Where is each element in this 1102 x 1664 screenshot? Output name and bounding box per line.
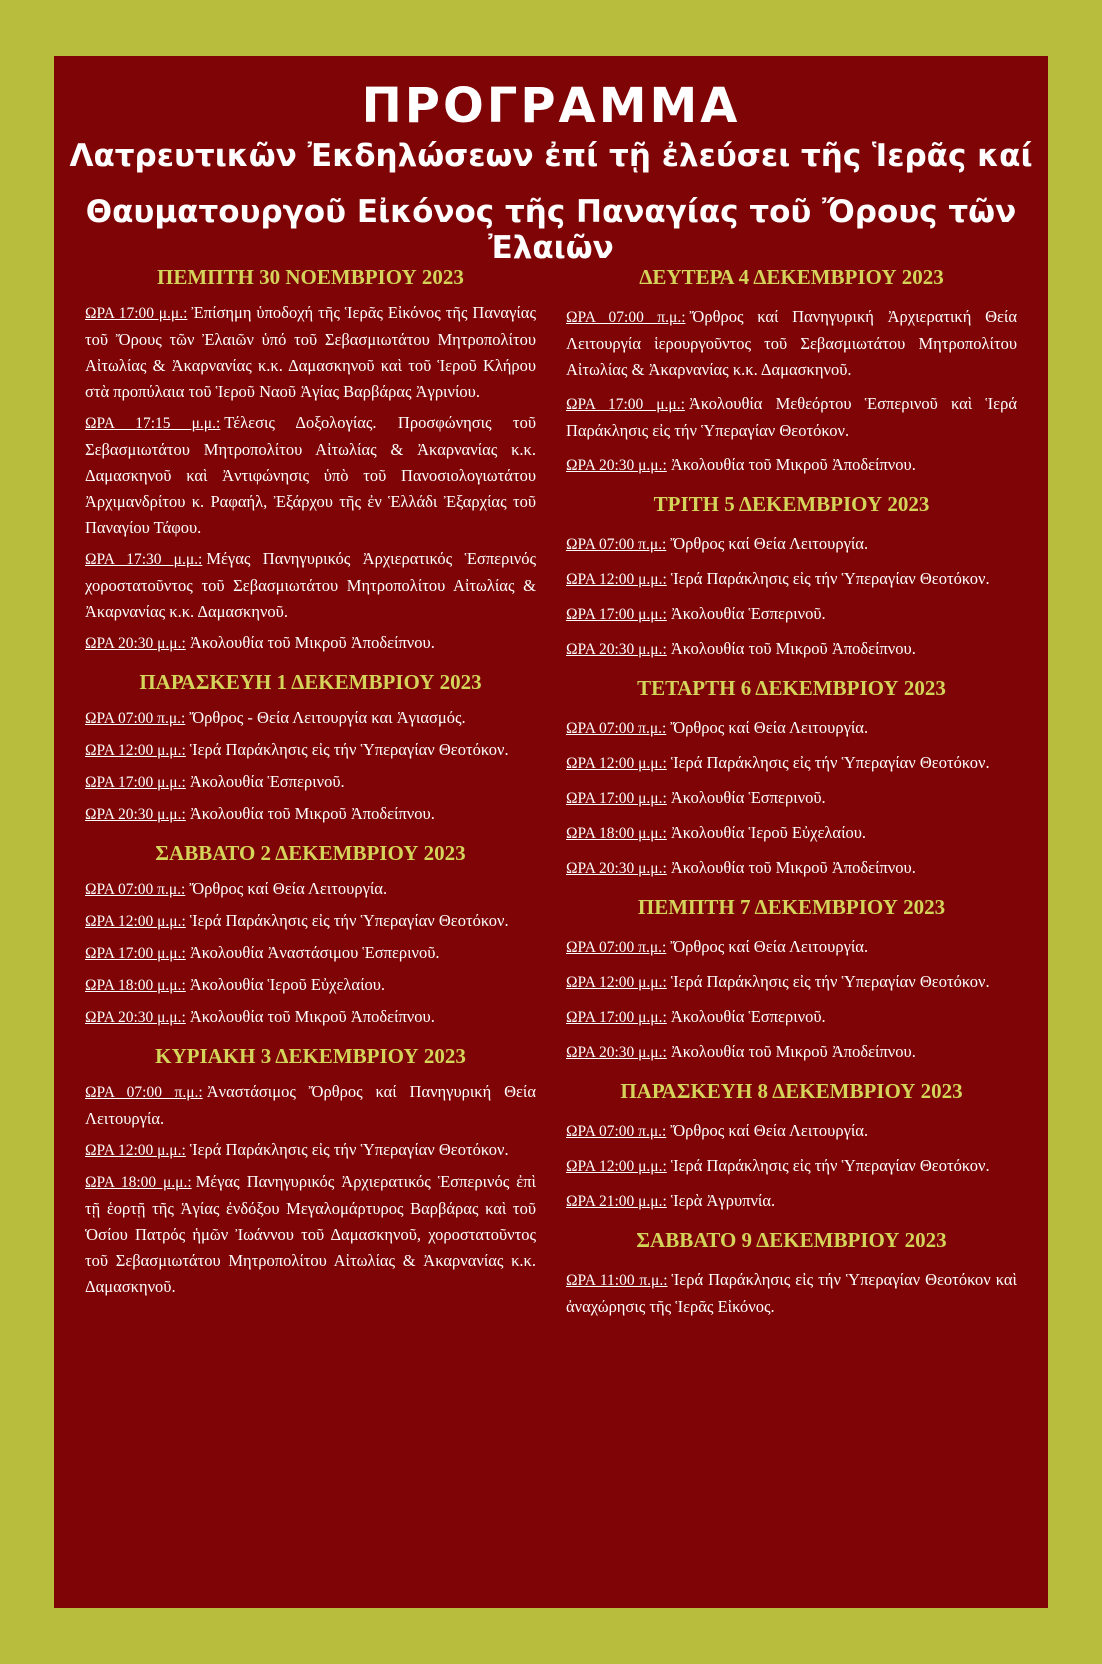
event-time: ΩΡΑ 17:00 μ.μ.: (566, 396, 685, 413)
schedule-entry (566, 855, 1017, 882)
event-description: Ὄρθρος καί Θεία Λειτουργία. (189, 879, 388, 898)
day-heading: ΠΑΡΑΣΚΕΥΗ 1 ΔΕΚΕΜΒΡΙΟΥ 2023 (139, 670, 482, 694)
event-time: ΩΡΑ 18:00 μ.μ.: (566, 825, 667, 842)
schedule-entry (566, 391, 1017, 444)
event-time: ΩΡΑ 07:00 π.μ.: (566, 536, 667, 553)
right-schedule-column (566, 264, 1017, 1328)
event-description: Ὄρθρος καί Θεία Λειτουργία. (670, 1121, 869, 1140)
schedule-entry (566, 969, 1017, 996)
event-description: Ἀκολουθία Ἱεροῦ Εὐχελαίου. (189, 975, 386, 994)
event-time: ΩΡΑ 07:00 π.μ.: (85, 1084, 203, 1101)
day-heading: ΤΕΤΑΡΤΗ 6 ΔΕΚΕΜΒΡΙΟΥ 2023 (637, 676, 946, 700)
event-time: ΩΡΑ 07:00 π.μ.: (566, 309, 686, 326)
event-time: ΩΡΑ 12:00 μ.μ.: (566, 974, 667, 991)
schedule-entry (85, 705, 536, 732)
event-time: ΩΡΑ 17:00 μ.μ.: (85, 945, 186, 962)
day-heading: ΔΕΥΤΕΡΑ 4 ΔΕΚΕΜΒΡΙΟΥ 2023 (639, 265, 944, 289)
event-time: ΩΡΑ 17:00 μ.μ.: (85, 305, 188, 322)
schedule-entry (85, 769, 536, 796)
program-subtitle-line-2: Θαυματουργοῦ Εἰκόνος τῆς Παναγίας τοῦ Ὄρους τῶν Ἐλαιῶν (85, 194, 1017, 266)
event-description: Ἀκολουθία τοῦ Μικροῦ Ἀποδείπνου. (189, 633, 435, 652)
event-time: ΩΡΑ 20:30 μ.μ.: (85, 635, 186, 652)
day-heading: ΣΑΒΒΑΤΟ 9 ΔΕΚΕΜΒΡΙΟΥ 2023 (636, 1228, 947, 1252)
event-time: ΩΡΑ 17:15 μ.μ.: (85, 415, 221, 432)
event-description: Ἀκολουθία Μεθεόρτου Ἑσπερινοῦ καὶ Ἱερά Παράκλησις εἰς τήν Ὑπεραγίαν Θεοτόκον. (566, 394, 1017, 440)
day-heading: ΣΑΒΒΑΤΟ 2 ΔΕΚΕΜΒΡΙΟΥ 2023 (155, 841, 466, 865)
day-heading: ΠΑΡΑΣΚΕΥΗ 8 ΔΕΚΕΜΒΡΙΟΥ 2023 (620, 1079, 963, 1103)
event-description: Ἱερά Παράκλησις εἰς τήν Ὑπεραγίαν Θεοτόκον. (670, 972, 990, 991)
event-time: ΩΡΑ 21:00 μ.μ.: (566, 1193, 667, 1210)
schedule-entry (566, 531, 1017, 558)
schedule-entry (566, 750, 1017, 777)
program-panel (54, 56, 1048, 1608)
schedule-entry (566, 785, 1017, 812)
schedule-entry (566, 601, 1017, 628)
event-description: Ἱερά Παράκλησις εἰς τήν Ὑπεραγίαν Θεοτόκον. (670, 753, 990, 772)
event-description: Ἀκολουθία τοῦ Μικροῦ Ἀποδείπνου. (670, 1042, 916, 1061)
event-description: Ἱερά Παράκλησις εἰς τήν Ὑπεραγίαν Θεοτόκον. (189, 1140, 509, 1159)
event-description: Ἀκολουθία τοῦ Μικροῦ Ἀποδείπνου. (189, 804, 435, 823)
event-time: ΩΡΑ 11:00 π.μ.: (566, 1272, 668, 1289)
event-description: Ἱερά Παράκλησις εἰς τήν Ὑπεραγίαν Θεοτόκον. (670, 1156, 990, 1175)
event-description: Ἀκολουθία Ἑσπερινοῦ. (670, 604, 826, 623)
event-time: ΩΡΑ 20:30 μ.μ.: (566, 457, 667, 474)
event-description: Ὄρθρος καί Θεία Λειτουργία. (670, 534, 869, 553)
schedule-entry (85, 1169, 536, 1300)
event-time: ΩΡΑ 07:00 π.μ.: (85, 710, 186, 727)
schedule-entry (566, 1153, 1017, 1180)
event-time: ΩΡΑ 20:30 μ.μ.: (85, 806, 186, 823)
event-description: Ἱερά Παράκλησις εἰς τήν Ὑπεραγίαν Θεοτόκον. (189, 911, 509, 930)
event-description: Ἱερὰ Ἀγρυπνία. (670, 1191, 776, 1210)
event-description: Ἀκολουθία τοῦ Μικροῦ Ἀποδείπνου. (189, 1007, 435, 1026)
event-time: ΩΡΑ 12:00 μ.μ.: (566, 1158, 667, 1175)
day-heading: ΠΕΜΠΤΗ 30 ΝΟΕΜΒΡΙΟΥ 2023 (157, 265, 464, 289)
event-description: Ἀκολουθία Ἑσπερινοῦ. (670, 1007, 826, 1026)
event-description: Ὄρθρος καί Πανηγυρική Ἀρχιερατική Θεία Λειτουργία ἱερουργοῦντος τοῦ Σεβασμιωτάτου Μητροπολίτου Αἰτωλίας & Ἀκαρνανίας κ.κ. Δαμασκηνοῦ. (566, 307, 1018, 379)
event-time: ΩΡΑ 07:00 π.μ.: (566, 720, 667, 737)
schedule-entry (85, 630, 536, 657)
event-description: Ἀκολουθία τοῦ Μικροῦ Ἀποδείπνου. (670, 455, 916, 474)
day-heading: ΤΡΙΤΗ 5 ΔΕΚΕΜΒΡΙΟΥ 2023 (653, 492, 930, 516)
event-description: Ὄρθρος - Θεία Λειτουργία και Ἁγιασμός. (189, 708, 466, 727)
event-time: ΩΡΑ 20:30 μ.μ.: (566, 641, 667, 658)
schedule-entry (566, 820, 1017, 847)
event-description: Ἱερά Παράκλησις εἰς τήν Ὑπεραγίαν Θεοτόκον. (189, 740, 509, 759)
schedule-entry (85, 1079, 536, 1132)
schedule-entry (85, 410, 536, 541)
event-time: ΩΡΑ 12:00 μ.μ.: (85, 1142, 186, 1159)
event-description: Ἀκολουθία Ἱεροῦ Εὐχελαίου. (670, 823, 867, 842)
event-time: ΩΡΑ 12:00 μ.μ.: (566, 571, 667, 588)
event-description: Μέγας Πανηγυρικός Ἀρχιερατικός Ἑσπερινός χοροστατοῦντος τοῦ Σεβασμιωτάτου Μητροπολίτου Αἰτωλίας & Ἀκαρνανίας κ.κ. Δαμασκηνοῦ. (85, 549, 537, 621)
event-description: Ὄρθρος καί Θεία Λειτουργία. (670, 937, 869, 956)
event-time: ΩΡΑ 17:00 μ.μ.: (85, 774, 186, 791)
event-time: ΩΡΑ 18:00 μ.μ.: (85, 977, 186, 994)
event-time: ΩΡΑ 12:00 μ.μ.: (85, 742, 186, 759)
event-time: ΩΡΑ 12:00 μ.μ.: (566, 755, 667, 772)
event-description: Ὄρθρος καί Θεία Λειτουργία. (670, 718, 869, 737)
schedule-entry (566, 1039, 1017, 1066)
left-schedule-column (85, 264, 536, 1305)
event-time: ΩΡΑ 17:00 μ.μ.: (566, 790, 667, 807)
schedule-entry (85, 972, 536, 999)
event-description: Ἱερά Παράκλησις εἰς τήν Ὑπεραγίαν Θεοτόκον. (670, 569, 990, 588)
program-title: ΠΡΟΓΡΑΜΜΑ (361, 78, 741, 134)
schedule-entry (566, 934, 1017, 961)
program-subtitle-line-1: Λατρευτικῶν Ἐκδηλώσεων ἐπί τῇ ἐλεύσει τῆς Ἱερᾶς καί (69, 138, 1033, 174)
schedule-entry (85, 908, 536, 935)
event-time: ΩΡΑ 17:00 μ.μ.: (566, 606, 667, 623)
event-description: Ἐπίσημη ὑποδοχή τῆς Ἱερᾶς Εἰκόνος τῆς Παναγίας τοῦ Ὄρους τῶν Ἐλαιῶν ὑπό τοῦ Σεβασμιωτάτου Μητροπολίτου Αἰτωλίας & Ἀκαρνανίας κ.κ. Δαμασκηνοῦ καὶ τοῦ Ἱεροῦ Κλήρου στὰ προπύλαια τοῦ Ἱεροῦ Ναοῦ Ἁγίας Βαρβάρας Ἀγρινίου. (85, 303, 536, 401)
schedule-entry (566, 1118, 1017, 1145)
event-time: ΩΡΑ 18:00 μ.μ.: (85, 1174, 192, 1191)
schedule-entry (566, 1004, 1017, 1031)
event-time: ΩΡΑ 07:00 π.μ.: (566, 1123, 667, 1140)
schedule-entry (85, 300, 536, 405)
event-time: ΩΡΑ 07:00 π.μ.: (85, 881, 186, 898)
event-description: Ἀκολουθία Ἀναστάσιμου Ἑσπερινοῦ. (189, 943, 440, 962)
schedule-entry (566, 636, 1017, 663)
schedule-entry (85, 1004, 536, 1031)
event-time: ΩΡΑ 20:30 μ.μ.: (85, 1009, 186, 1026)
schedule-entry (85, 940, 536, 967)
schedule-entry (566, 566, 1017, 593)
event-description: Τέλεσις Δοξολογίας. Προσφώνησις τοῦ Σεβασμιωτάτου Μητροπολίτου Αἰτωλίας & Ἀκαρνανίας κ.κ. Δαμασκηνοῦ καὶ Ἀντιφώνησις ὑπὸ τοῦ Πανοσιολογιωτάτου Ἀρχιμανδρίτου κ. Ραφαήλ, Ἐξάρχου τῆς ἐν Ἑλλάδι Ἐξαρχίας τοῦ Παναγίου Τάφου. (85, 413, 536, 537)
event-time: ΩΡΑ 17:30 μ.μ.: (85, 551, 203, 568)
schedule-entry (566, 715, 1017, 742)
schedule-entry (85, 801, 536, 828)
schedule-entry (85, 737, 536, 764)
event-description: Ἀκολουθία Ἑσπερινοῦ. (670, 788, 826, 807)
schedule-entry (85, 876, 536, 903)
event-description: Ἀκολουθία Ἑσπερινοῦ. (189, 772, 345, 791)
schedule-entry (566, 304, 1017, 383)
event-time: ΩΡΑ 20:30 μ.μ.: (566, 860, 667, 877)
schedule-entry (566, 452, 1017, 479)
event-time: ΩΡΑ 07:00 π.μ.: (566, 939, 667, 956)
schedule-entry (566, 1188, 1017, 1215)
event-description: Ἀκολουθία τοῦ Μικροῦ Ἀποδείπνου. (670, 639, 916, 658)
event-description: Ἀναστάσιμος Ὄρθρος καί Πανηγυρική Θεία Λειτουργία. (85, 1082, 536, 1128)
event-description: Μέγας Πανηγυρικός Ἀρχιερατικός Ἑσπερινός ἐπὶ τῇ ἑορτῇ τῆς Ἁγίας ἐνδόξου Μεγαλομάρτυρος Βαρβάρας καὶ τοῦ Ὁσίου Πατρός ἡμῶν Ἰωάννου τοῦ Δαμασκηνοῦ, χοροστατοῦντος τοῦ Σεβασμιωτάτου Μητροπολίτου Αἰτωλίας & Ἀκαρνανίας κ.κ. Δαμασκηνοῦ. (85, 1172, 536, 1296)
schedule-entry (566, 1267, 1017, 1320)
event-description: Ἱερά Παράκλησις εἰς τήν Ὑπεραγίαν Θεοτόκον καὶ ἀναχώρησις τῆς Ἱερᾶς Εἰκόνος. (566, 1270, 1018, 1316)
schedule-entry (85, 546, 536, 625)
day-heading: ΚΥΡΙΑΚΗ 3 ΔΕΚΕΜΒΡΙΟΥ 2023 (155, 1044, 466, 1068)
event-time: ΩΡΑ 20:30 μ.μ.: (566, 1044, 667, 1061)
day-heading: ΠΕΜΠΤΗ 7 ΔΕΚΕΜΒΡΙΟΥ 2023 (637, 895, 946, 919)
schedule-entry (85, 1137, 536, 1164)
event-time: ΩΡΑ 17:00 μ.μ.: (566, 1009, 667, 1026)
event-description: Ἀκολουθία τοῦ Μικροῦ Ἀποδείπνου. (670, 858, 916, 877)
event-time: ΩΡΑ 12:00 μ.μ.: (85, 913, 186, 930)
